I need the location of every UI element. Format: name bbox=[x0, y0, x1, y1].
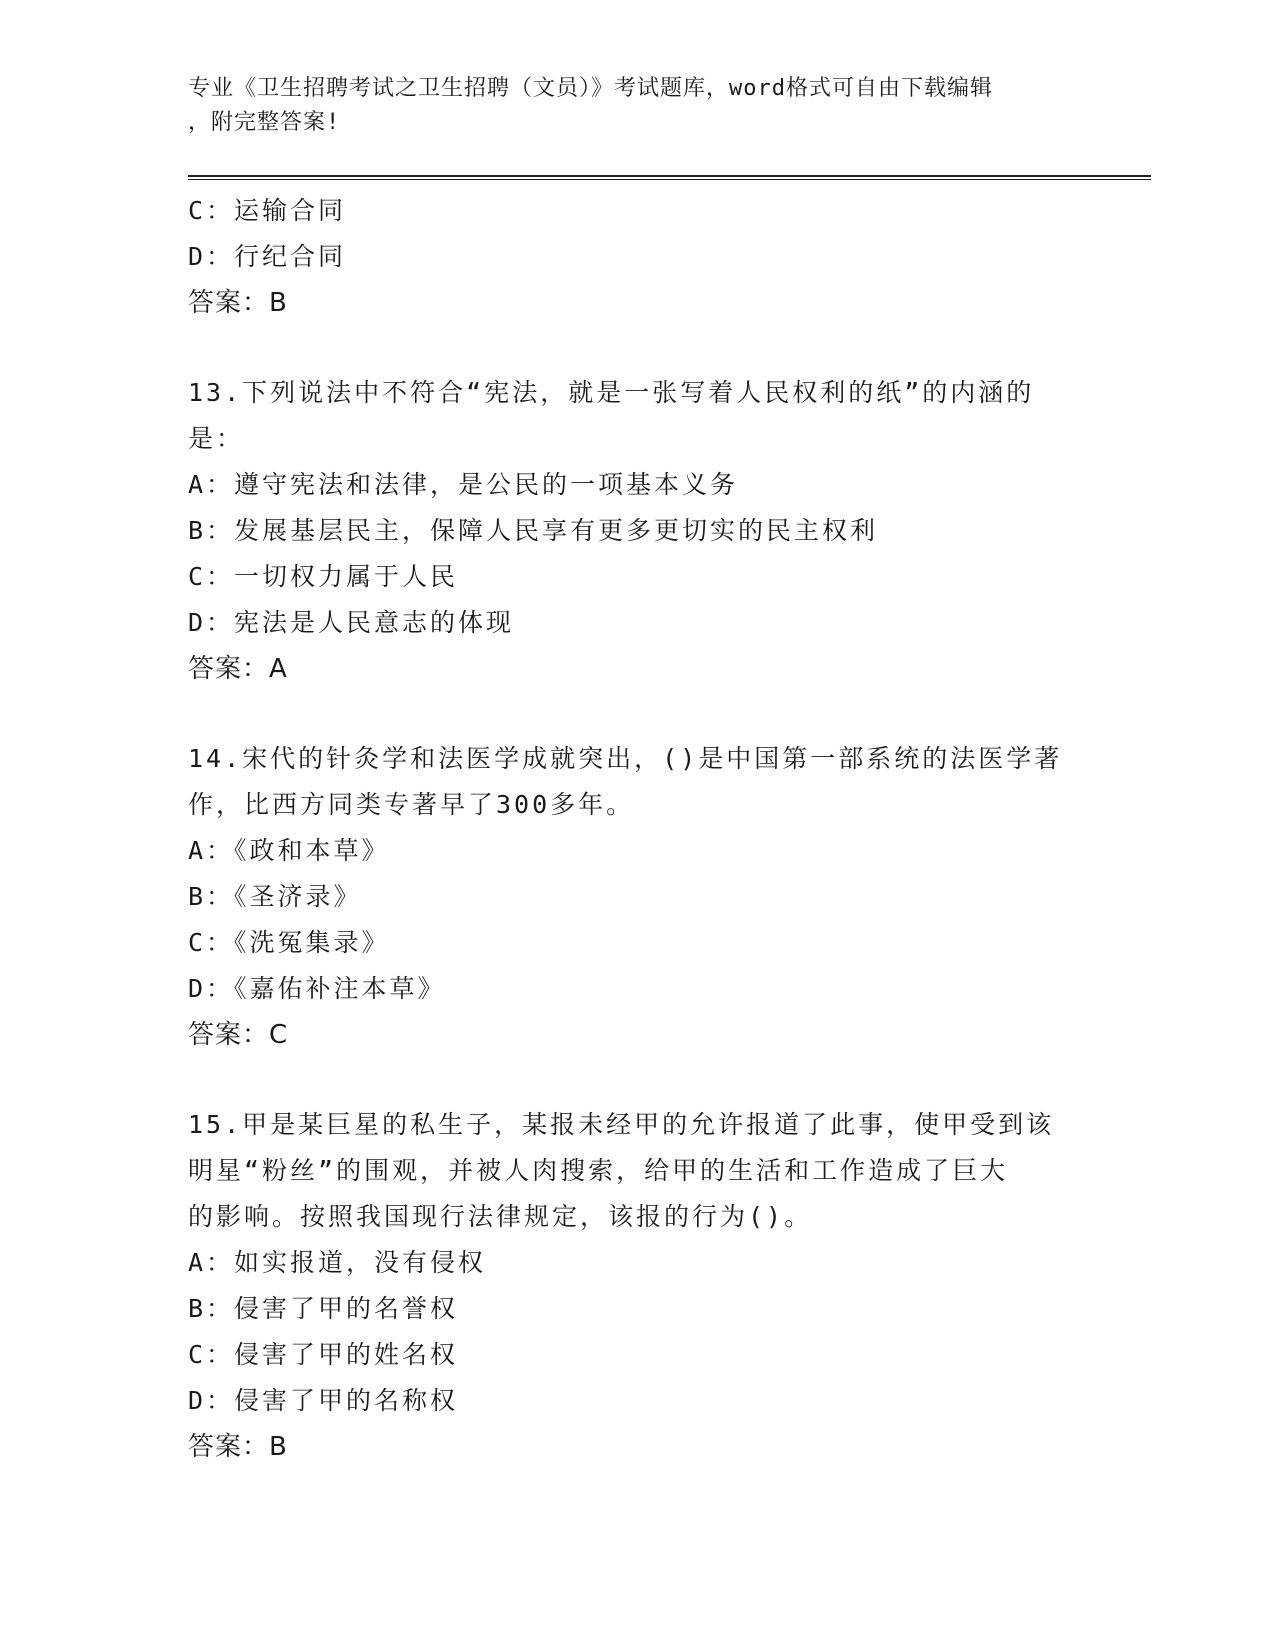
question-stem-line: 13.下列说法中不符合“宪法，就是一张写着人民权利的纸”的内涵的 bbox=[188, 378, 1035, 407]
document-header bbox=[188, 72, 1068, 140]
question-stem-line: 14.宋代的针灸学和法医学成就突出，()是中国第一部系统的法医学著 bbox=[188, 744, 1063, 773]
option-d: D：侵害了甲的名称权 bbox=[188, 1386, 459, 1415]
answer: 答案：B bbox=[188, 288, 288, 318]
answer: 答案：C bbox=[188, 1020, 289, 1050]
option-a: A：《政和本草》 bbox=[188, 836, 390, 865]
answer: 答案：B bbox=[188, 1432, 288, 1462]
option-c: C：运输合同 bbox=[188, 196, 347, 225]
option-d: D：宪法是人民意志的体现 bbox=[188, 608, 515, 637]
question-stem-line: 作，比西方同类专著早了300多年。 bbox=[188, 790, 635, 819]
header-divider bbox=[188, 175, 1151, 180]
question-13 bbox=[188, 370, 1068, 692]
option-d: D：《嘉佑补注本草》 bbox=[188, 974, 446, 1003]
header-line-2: ，附完整答案! bbox=[188, 110, 341, 135]
option-b: B：侵害了甲的名誉权 bbox=[188, 1294, 459, 1323]
option-a: A：遵守宪法和法律，是公民的一项基本义务 bbox=[188, 470, 739, 499]
question-14 bbox=[188, 736, 1068, 1058]
question-stem-line: 的影响。按照我国现行法律规定，该报的行为()。 bbox=[188, 1202, 813, 1231]
question-12-tail bbox=[188, 188, 1068, 326]
question-stem-line: 15.甲是某巨星的私生子，某报未经甲的允许报道了此事，使甲受到该 bbox=[188, 1110, 1055, 1139]
option-d: D：行纪合同 bbox=[188, 242, 347, 271]
option-c: C：《洗冤集录》 bbox=[188, 928, 390, 957]
option-b: B：发展基层民主，保障人民享有更多更切实的民主权利 bbox=[188, 516, 879, 545]
option-c: C：侵害了甲的姓名权 bbox=[188, 1340, 459, 1369]
question-stem-line: 明星“粉丝”的围观，并被人肉搜索，给甲的生活和工作造成了巨大 bbox=[188, 1156, 1009, 1185]
question-15 bbox=[188, 1102, 1068, 1470]
question-list bbox=[188, 188, 1068, 1470]
question-stem-line: 是： bbox=[188, 424, 245, 453]
option-a: A：如实报道，没有侵权 bbox=[188, 1248, 487, 1277]
option-b: B：《圣济录》 bbox=[188, 882, 362, 911]
option-c: C：一切权力属于人民 bbox=[188, 562, 459, 591]
answer: 答案：A bbox=[188, 654, 288, 684]
header-line-1: 专业《卫生招聘考试之卫生招聘（文员）》考试题库，word格式可自由下载编辑 bbox=[188, 76, 993, 101]
